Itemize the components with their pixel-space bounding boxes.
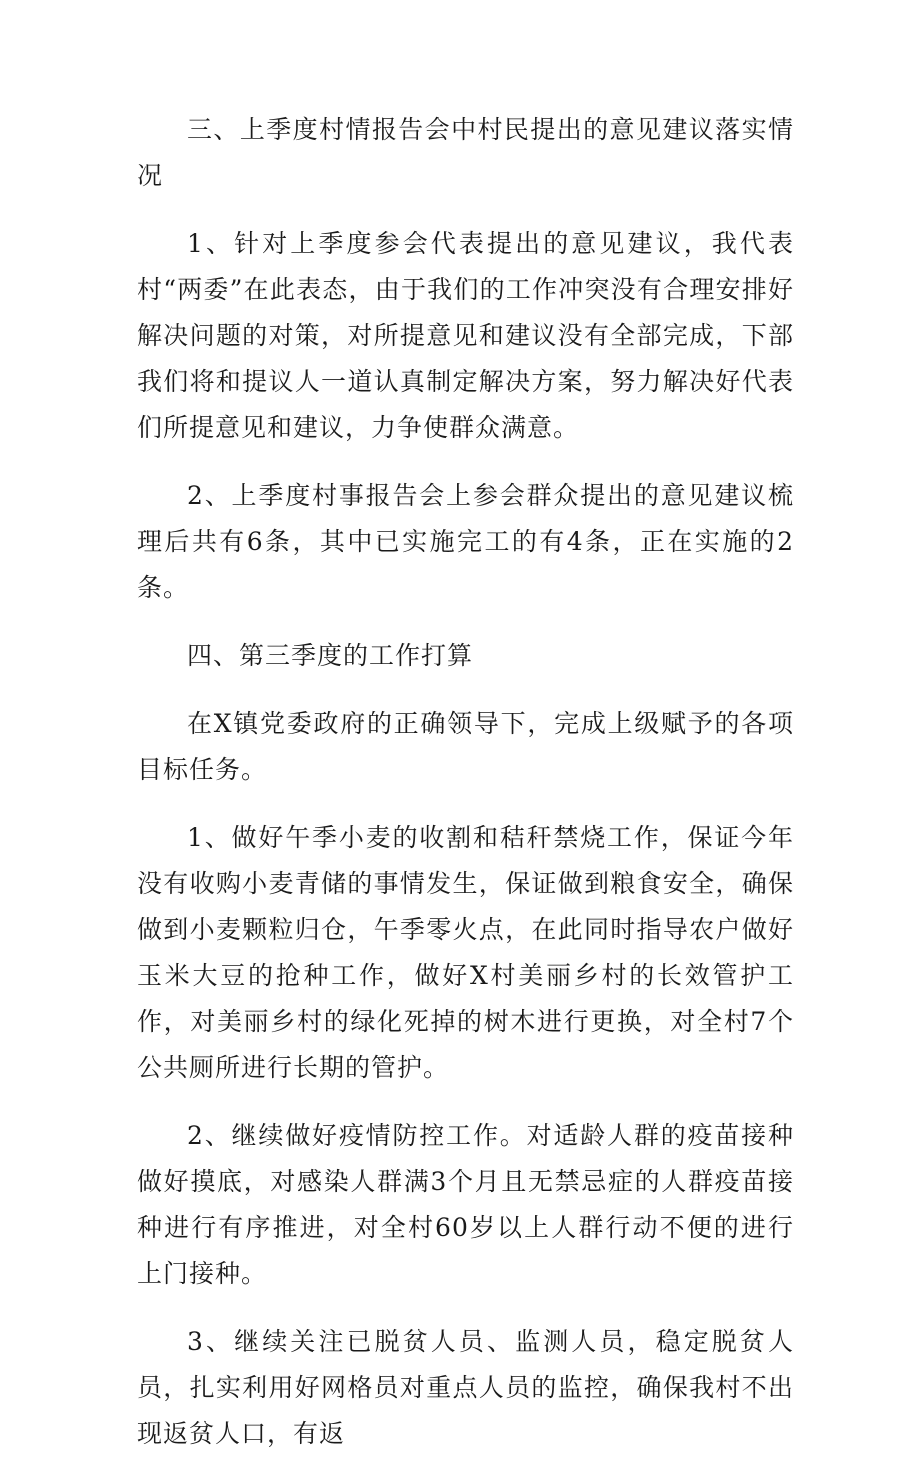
paragraph-plan-1: 1、做好午季小麦的收割和秸秆禁烧工作，保证今年没有收购小麦青储的事情发生，保证做到粮食安全，确保做到小麦颗粒归仓，午季零火点，在此同时指导农户做好玉米大豆的抢种工作，做好X村美丽乡村的长效管护工作，对美丽乡村的绿化死掉的树木进行更换，对全村7个公共厕所进行长期的管护。 [137,823,794,1082]
section-heading-3: 三、上季度村情报告会中村民提出的意见建议落实情况 [137,115,794,190]
paragraph-plan-2: 2、继续做好疫情防控工作。对适龄人群的疫苗接种做好摸底，对感染人群满3个月且无禁忌症的人群疫苗接种进行有序推进，对全村60岁以上人群行动不便的进行上门接种。 [137,1121,794,1288]
paragraph-item-1: 1、针对上季度参会代表提出的意见建议，我代表村“两委”在此表态，由于我们的工作冲突没有合理安排好解决问题的对策，对所提意见和建议没有全部完成，下部我们将和提议人一道认真制定解决方案，努力解决好代表们所提意见和建议，力争使群众满意。 [137,229,794,442]
section-heading-4: 四、第三季度的工作打算 [187,641,474,670]
paragraph-item-2: 2、上季度村事报告会上参会群众提出的意见建议梳理后共有6条，其中已实施完工的有4条，正在实施的2条。 [137,481,794,602]
paragraph-plan-3: 3、继续关注已脱贫人员、监测人员，稳定脱贫人员，扎实利用好网格员对重点人员的监控，确保我村不出现返贫人口，有返 [137,1327,794,1448]
paragraph-intro: 在X镇党委政府的正确领导下，完成上级赋予的各项目标任务。 [137,709,794,784]
